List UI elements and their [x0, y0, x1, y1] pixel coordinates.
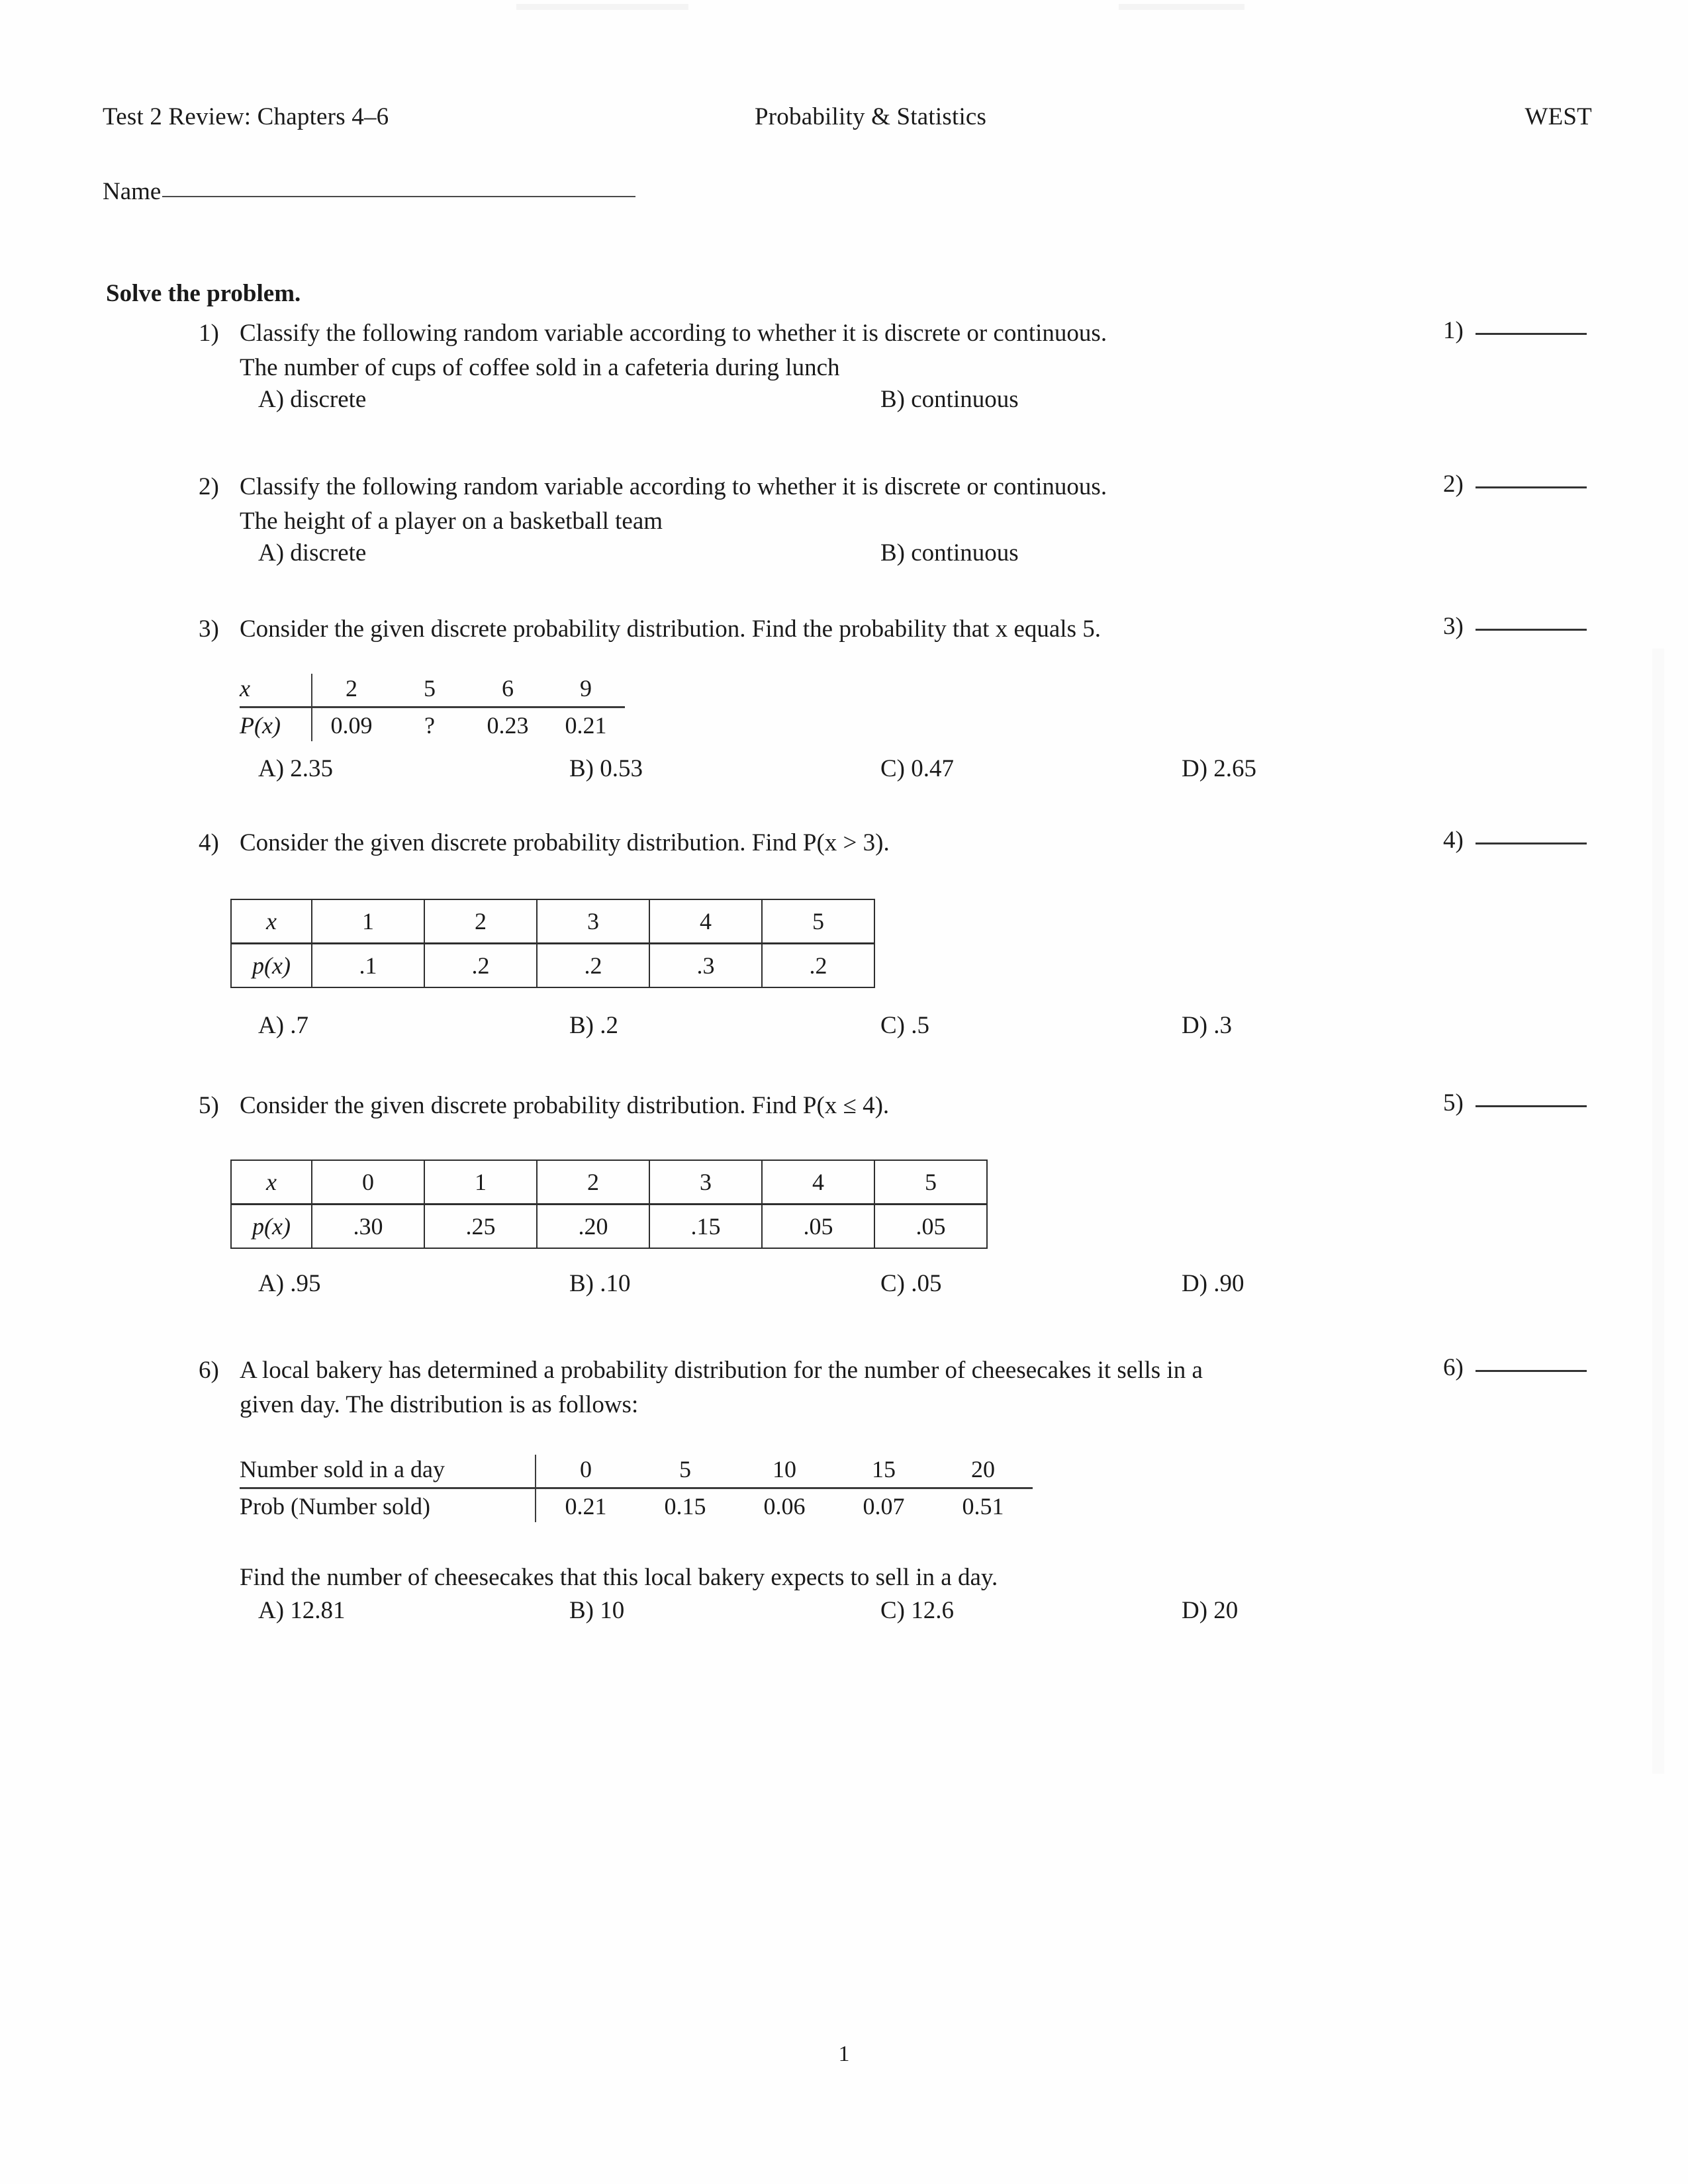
q4-p-1: .2 — [424, 944, 537, 988]
name-input-line[interactable] — [162, 196, 635, 197]
question-3-number: 3) — [199, 615, 219, 643]
table-row — [240, 707, 625, 742]
q5-p-3: .15 — [649, 1205, 762, 1249]
table-row — [231, 899, 874, 944]
question-6-choices — [199, 1596, 1523, 1629]
question-2 — [199, 470, 1390, 539]
question-6-blank-line[interactable] — [1476, 1370, 1587, 1372]
q5-p-2: .20 — [537, 1205, 649, 1249]
q6-x-3: 15 — [834, 1455, 933, 1488]
question-2-blank-line[interactable] — [1476, 486, 1587, 488]
question-4-blank-number: 4) — [1443, 827, 1464, 854]
question-1-blank-number: 1) — [1443, 317, 1464, 344]
question-1-choice-a[interactable]: A) discrete — [258, 386, 367, 413]
q5-p-5: .05 — [874, 1205, 987, 1249]
page-number: 1 — [838, 2042, 850, 2066]
page-header — [103, 103, 1592, 133]
question-4-answer-blank[interactable] — [1443, 826, 1587, 854]
question-1-blank-line[interactable] — [1476, 333, 1587, 335]
scan-artifact-top-right — [1119, 4, 1244, 10]
question-6-line-1: A local bakery has determined a probability distribution for the number of cheesecakes it sells in a — [240, 1357, 1203, 1384]
question-4-choice-b[interactable]: B) .2 — [569, 1012, 618, 1039]
q5-p-0: .30 — [312, 1205, 424, 1249]
name-field[interactable] — [103, 177, 635, 206]
question-5 — [199, 1089, 1390, 1123]
q4-p-2: .2 — [537, 944, 649, 988]
question-5-blank-number: 5) — [1443, 1089, 1464, 1116]
question-6-line-2: given day. The distribution is as follows: — [240, 1391, 639, 1418]
q4-row-label-p: p(x) — [231, 944, 312, 988]
question-3-choice-c[interactable]: C) 0.47 — [880, 755, 954, 782]
question-6-number: 6) — [199, 1357, 219, 1384]
q3-p-3: 0.21 — [565, 712, 607, 739]
q4-p-3: .3 — [649, 944, 762, 988]
question-2-choices — [199, 539, 1523, 572]
question-5-choice-d[interactable]: D) .90 — [1182, 1270, 1244, 1297]
question-3-choice-b[interactable]: B) 0.53 — [569, 755, 643, 782]
question-3-choices — [199, 754, 1523, 788]
q6-p-0: 0.21 — [565, 1493, 607, 1520]
q6-x-0: 0 — [536, 1455, 635, 1488]
q3-x-0: 2 — [312, 674, 391, 707]
question-6-choice-d[interactable]: D) 20 — [1182, 1597, 1239, 1624]
q5-row-label-p: p(x) — [231, 1205, 312, 1249]
q6-p-3: 0.07 — [863, 1493, 905, 1520]
q3-row-label-x: x — [240, 674, 312, 707]
header-title-left: Test 2 Review: Chapters 4–6 — [103, 103, 389, 130]
q5-x-4: 4 — [762, 1160, 874, 1205]
question-5-choice-b[interactable]: B) .10 — [569, 1270, 631, 1297]
q3-x-1: 5 — [391, 674, 469, 707]
q5-row-label-x: x — [231, 1160, 312, 1205]
question-6 — [199, 1353, 1390, 1422]
question-1-line-1: Classify the following random variable according to whether it is discrete or continuous. — [240, 320, 1107, 347]
question-5-choice-c[interactable]: C) .05 — [880, 1270, 942, 1297]
question-2-number: 2) — [199, 473, 219, 500]
header-title-center: Probability & Statistics — [755, 103, 987, 130]
q3-p-2: 0.23 — [487, 712, 529, 739]
question-2-choice-b[interactable]: B) continuous — [880, 539, 1019, 567]
question-1 — [199, 316, 1390, 385]
q4-x-0: 1 — [312, 899, 424, 944]
q3-x-3: 9 — [547, 674, 625, 707]
q4-p-4: .2 — [762, 944, 874, 988]
table-row — [231, 1205, 987, 1249]
question-4-choice-c[interactable]: C) .5 — [880, 1012, 929, 1039]
q6-x-1: 5 — [635, 1455, 735, 1488]
question-6-choice-a[interactable]: A) 12.81 — [258, 1597, 346, 1624]
question-1-answer-blank[interactable] — [1443, 316, 1587, 345]
scan-artifact-right-edge — [1652, 649, 1664, 1774]
table-row — [231, 944, 874, 988]
question-5-number: 5) — [199, 1092, 219, 1119]
question-6-answer-blank[interactable] — [1443, 1353, 1587, 1382]
question-5-choices — [199, 1269, 1523, 1302]
q6-p-2: 0.06 — [763, 1493, 806, 1520]
q4-x-3: 4 — [649, 899, 762, 944]
question-4-blank-line[interactable] — [1476, 842, 1587, 844]
q6-row-label-number-sold: Number sold in a day — [240, 1455, 536, 1488]
question-4-line-1: Consider the given discrete probability distribution. Find P(x > 3). — [240, 829, 890, 856]
q4-x-1: 2 — [424, 899, 537, 944]
question-6-followup — [199, 1561, 1390, 1595]
question-4-choices — [199, 1011, 1523, 1044]
question-3-blank-number: 3) — [1443, 613, 1464, 640]
question-6-distribution-table — [240, 1455, 1033, 1522]
q4-row-label-x: x — [231, 899, 312, 944]
question-6-choice-b[interactable]: B) 10 — [569, 1597, 625, 1624]
question-3-distribution-table — [240, 674, 625, 741]
question-2-answer-blank[interactable] — [1443, 470, 1587, 498]
header-title-right: WEST — [1524, 103, 1592, 130]
question-6-line-3: Find the number of cheesecakes that this local bakery expects to sell in a day. — [240, 1564, 998, 1591]
question-6-choice-c[interactable]: C) 12.6 — [880, 1597, 954, 1624]
question-4-number: 4) — [199, 829, 219, 856]
q5-p-4: .05 — [762, 1205, 874, 1249]
q5-x-5: 5 — [874, 1160, 987, 1205]
question-6-blank-number: 6) — [1443, 1354, 1464, 1381]
q3-x-2: 6 — [469, 674, 547, 707]
q3-p-1: ? — [424, 712, 435, 739]
q6-row-label-prob: Prob (Number sold) — [240, 1493, 430, 1520]
q6-x-2: 10 — [735, 1455, 834, 1488]
table-row — [240, 1455, 1033, 1488]
question-3-blank-line[interactable] — [1476, 629, 1587, 631]
scan-artifact-top-left — [516, 4, 688, 10]
q3-p-0: 0.09 — [330, 712, 373, 739]
table-row — [240, 674, 625, 707]
q4-x-2: 3 — [537, 899, 649, 944]
table-row — [240, 1488, 1033, 1523]
question-4-choice-a[interactable]: A) .7 — [258, 1012, 309, 1039]
question-1-choice-b[interactable]: B) continuous — [880, 386, 1019, 413]
q5-x-1: 1 — [424, 1160, 537, 1205]
question-5-line-1: Consider the given discrete probability distribution. Find P(x ≤ 4). — [240, 1092, 890, 1119]
question-5-blank-line[interactable] — [1476, 1105, 1587, 1107]
section-heading: Solve the problem. — [106, 280, 301, 307]
question-4-choice-d[interactable]: D) .3 — [1182, 1012, 1233, 1039]
question-3-choice-a[interactable]: A) 2.35 — [258, 755, 334, 782]
question-1-choices — [199, 385, 1523, 418]
question-2-line-1: Classify the following random variable according to whether it is discrete or continuous. — [240, 473, 1107, 500]
q5-x-0: 0 — [312, 1160, 424, 1205]
question-1-number: 1) — [199, 320, 219, 347]
question-3-choice-d[interactable]: D) 2.65 — [1182, 755, 1257, 782]
q6-x-4: 20 — [933, 1455, 1033, 1488]
question-4 — [199, 826, 1390, 860]
question-5-distribution-table — [230, 1160, 988, 1249]
question-3-answer-blank[interactable] — [1443, 612, 1587, 641]
question-3-line-1: Consider the given discrete probability distribution. Find the probability that x equals 5. — [240, 615, 1101, 643]
question-2-choice-a[interactable]: A) discrete — [258, 539, 367, 567]
q5-x-2: 2 — [537, 1160, 649, 1205]
q5-x-3: 3 — [649, 1160, 762, 1205]
q4-x-4: 5 — [762, 899, 874, 944]
q6-p-4: 0.51 — [962, 1493, 1004, 1520]
question-5-choice-a[interactable]: A) .95 — [258, 1270, 321, 1297]
question-2-blank-number: 2) — [1443, 471, 1464, 498]
question-3 — [199, 612, 1390, 647]
q4-p-0: .1 — [312, 944, 424, 988]
question-2-line-2: The height of a player on a basketball team — [240, 508, 663, 535]
table-row — [231, 1160, 987, 1205]
q6-p-1: 0.15 — [664, 1493, 706, 1520]
name-label: Name — [103, 178, 162, 205]
question-4-distribution-table — [230, 899, 875, 988]
q5-p-1: .25 — [424, 1205, 537, 1249]
question-5-answer-blank[interactable] — [1443, 1089, 1587, 1117]
question-1-line-2: The number of cups of coffee sold in a cafeteria during lunch — [240, 354, 840, 381]
q3-row-label-p: P(x) — [240, 712, 281, 739]
